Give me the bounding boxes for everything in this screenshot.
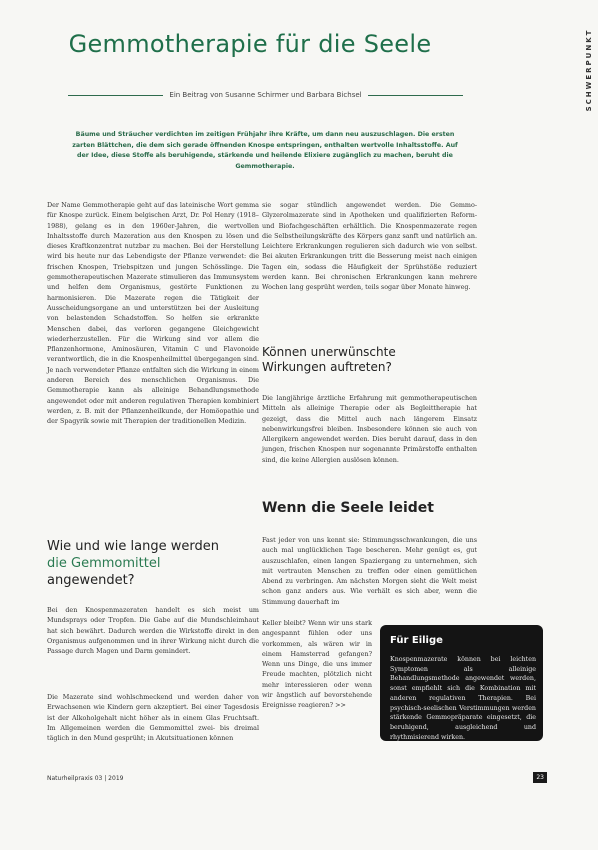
byline-row (68, 89, 463, 101)
heading-unerwuenschte-wirkungen (262, 345, 477, 375)
column-right-seele-narrow (262, 618, 372, 711)
paragraph: Die Mazerate sind wohlschmeckend und werden daher von Erwachsenen wie Kindern gern akzeptiert. Bei einer Tagesdosis ist der Alkoholgehalt nicht höher als in einem Glas Fruchtsaft. Im Allgemeinen werden die Gemmomittel zwei- bis dreimal täglich in den Mund gesprüht; in Akutsituationen können (47, 693, 259, 743)
paragraph (262, 618, 372, 711)
page-number: 23 (533, 772, 547, 783)
column-left-intro (47, 200, 259, 427)
heading-line-highlight: die Gemmomittel (47, 556, 161, 571)
heading-wie-lange (47, 538, 262, 589)
footer-publication: Naturheilpraxis 03 | 2019 (47, 775, 124, 782)
column-right-seele (262, 535, 477, 607)
box-title: Für Eilige (390, 635, 443, 646)
fuer-eilige-box (380, 625, 543, 741)
paragraph: Fast jeder von uns kennt sie: Stimmungsschwankungen, die uns auch mal unglücklichen Tage bescheren. Mehr genügt es, gut auszuschlafen, einen langen Spaziergang zu unternehmen, sich mit vertrauten Menschen zu treffen oder einen gemütlichen Abend zu verbringen. Am nächsten Morgen sieht die Welt meist schon ganz anders aus. Wie verhält es sich aber, wenn die Stimmung dauerhaft im (262, 536, 477, 606)
paragraph: Die langjährige ärztliche Erfahrung mit gemmotherapeutischen Mitteln als alleinige Therapie oder als Begleittherapie hat gezeigt, dass die Mittel auch nach längerem Einsatz nebenwirkungsfrei bleiben. Insbesondere können sie auch von Allergikern angewendet werden. Dies beruht darauf, dass in den jungen, frischen Knospen nur sogenannte Primärstoffe enthalten sind, die keine Allergien auslösen können. (262, 394, 477, 464)
heading-line: Können unerwünschte (262, 345, 396, 359)
byline: Ein Beitrag von Susanne Schirmer und Barbara Bichsel (169, 91, 362, 99)
page-footer (47, 772, 547, 784)
column-left-wie-p1 (47, 605, 259, 656)
column-left-wie-p2 (47, 692, 259, 743)
paragraph-text: Keller bleibt? Wenn wir uns stark angespannt fühlen oder uns vorkommen, als wären wir in einem Hamsterrad gefangen? Wenn uns Dinge, die uns immer Freude machten, plötzlich nicht mehr interessieren oder wenn wir ängstlich auf bevorstehende Ereignisse reagieren? (262, 619, 372, 710)
paragraph: sie sogar stündlich angewendet werden. Die Gemmo-Glyzerolmazerate sind in Apotheken und qualifizierten Reform- und Biofachgeschäften erhältlich. Die Knospenmazerate regen die Selbstheilungskräfte des Körpers ganz sanft und natürlich an. Leichtere Erkrankungen regulieren sich dadurch wie von selbst. Bei akuten Erkrankungen tritt die Besserung meist nach einigen Tagen ein, sodass die Häufigkeit der Sprühstöße reduziert werden kann. Bei chronischen Erkrankungen kann mehrere Wochen lang gesprüht werden, teils sogar über Monate hinweg. (262, 201, 477, 292)
paragraph: Bei den Knospenmazeraten handelt es sich meist um Mundsprays oder Tropfen. Die Gabe auf die Mundschleimhaut hat sich bewährt. Dadurch werden die Wirkstoffe direkt in den Organismus aufgenommen und in ihrer Wirkung nicht durch die Passage durch Magen und Darm gemindert. (47, 606, 259, 656)
column-right-top (262, 200, 477, 293)
heading-line: Wirkungen auftreten? (262, 360, 392, 374)
continue-mark: >> (335, 701, 346, 710)
article-title: Gemmotherapie für die Seele (68, 30, 432, 58)
intro-lead: Bäume und Sträucher verdichten im zeitigen Frühjahr ihre Kräfte, um dann neu auszuschlagen. Die ersten zarten Blättchen, die dem sich gerade öffnenden Knospe entspringen, enthalten wertvolle Inhaltsstoffe. Auf der Idee, diese Stoffe als beruhigende, stärkende und heilende Elixiere zugänglich zu machen, beruht die Gemmotherapie. (72, 131, 458, 170)
byline-rule-right (368, 95, 463, 96)
box-text: Knospenmazerate können bei leichten Symptomen als alleinige Behandlungsmethode angewendet werden, sonst empfiehlt sich die Kombination mit anderen regulativen Therapien. Bei psychisch-seelischen Verstimmungen werden stärkende Gemmopräparate eingesetzt, die beruhigend, ausgleichend und rhythmisierend wirken. (390, 656, 536, 741)
heading-seele-leidet: Wenn die Seele leidet (262, 500, 434, 516)
section-label (582, 20, 596, 120)
heading-line: angewendet? (47, 573, 135, 588)
byline-rule-left (68, 95, 163, 96)
section-label-text: SCHWERPUNKT (585, 28, 593, 112)
heading-line: Wie und wie lange werden (47, 539, 219, 554)
column-right-konnen (262, 393, 477, 465)
paragraph: Der Name Gemmotherapie geht auf das lateinische Wort gemma für Knospe zurück. Einem belgischen Arzt, Dr. Pol Henry (1918–1988), gelang es in den 1960er-Jahren, die wertvollen Inhaltsstoffe durch Mazeration aus den Knospen zu lösen und dieses Kraftkonzentrat nutzbar zu machen. Bei der Herstellung wird bis heute nur das Lebendigste der Pflanze verwendet: die frischen Knospen, Triebspitzen und jungen Schösslinge. Die gemmotherapeutischen Mazerate stimulieren das Immunsystem und helfen dem Organismus, gestörte Funktionen zu harmonisieren. Die Mazerate regen die Tätigkeit der Ausscheidungsorgane an und unterstützen bei der Ausleitung von belastenden Schadstoffen. So helfen sie erkrankte Menschen dabei, das verloren gegangene Gleichgewicht wiederherzustellen. Für die Wirkung sind vor allem die Pflanzenhormone, Aminosäuren, Vitamin C und Flavonoide verantwortlich, die in die Knospenheilmittel übergegangen sind. Je nach verwendeter Pflanze entfalten sich die Wirkung in einem anderen Bereich des menschlichen Organismus. Die Gemmotherapie kann als alleinige Behandlungsmethode angewendet oder mit anderen regulativen Therapien kombiniert werden, z. B. mit der Pflanzenheilkunde, der Homöopathie und der Spagyrik sowie mit Therapien der traditionellen Medizin. (47, 201, 259, 426)
